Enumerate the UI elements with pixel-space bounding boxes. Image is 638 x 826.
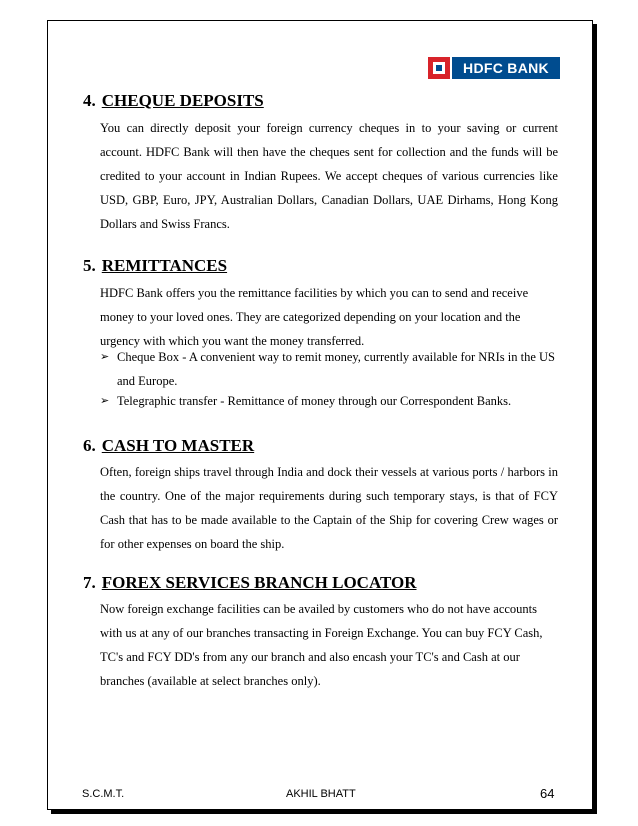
- bullet-item-cheque-box: [100, 345, 558, 393]
- hdfc-logo-icon: [428, 57, 450, 79]
- bullet-item-telegraphic-transfer: [100, 389, 558, 413]
- hdfc-bank-logo: [428, 57, 560, 79]
- arrow-bullet-icon: ➢: [100, 350, 110, 363]
- section-heading: CHEQUE DEPOSITS: [101, 91, 264, 110]
- section-number: 6.: [83, 436, 96, 455]
- section-title-remittances: [83, 256, 227, 276]
- section-number: 5.: [83, 256, 96, 275]
- footer-author: AKHIL BHATT: [286, 788, 356, 800]
- section-number: 7.: [83, 573, 96, 592]
- bullet-text: Cheque Box - A convenient way to remit money, currently available for NRIs in the US and Europe.: [117, 350, 555, 388]
- page-number: 64: [540, 786, 555, 801]
- section-heading: CASH TO MASTER: [101, 436, 255, 455]
- section-title-forex-branch-locator: [83, 573, 417, 593]
- paragraph-cheque-deposits: You can directly deposit your foreign currency cheques in to your saving or current account. HDFC Bank will then have the cheques sent for collection and the funds will be credited to your account in Indian Rupees. We accept cheques of various currencies like USD, GBP, Euro, JPY, Australian Dollars, Canadian Dollars, UAE Dirhams, Hong Kong Dollars and Swiss Francs.: [100, 121, 558, 231]
- arrow-bullet-icon: ➢: [100, 394, 110, 407]
- section-title-cheque-deposits: [83, 91, 264, 111]
- section-heading: FOREX SERVICES BRANCH LOCATOR: [101, 573, 417, 592]
- logo-text: HDFC BANK: [452, 57, 560, 79]
- footer-left: S.C.M.T.: [82, 788, 125, 800]
- paragraph-remittances: HDFC Bank offers you the remittance facilities by which you can to send and receive money to your loved ones. They are categorized depending on your location and the urgency with which you want the money transferred.: [100, 286, 529, 348]
- section-heading: REMITTANCES: [101, 256, 228, 275]
- bullet-text: Telegraphic transfer - Remittance of money through our Correspondent Banks.: [117, 394, 512, 408]
- paragraph-cash-to-master: Often, foreign ships travel through India and dock their vessels at various ports / harbors in the country. One of the major requirements during such temporary stays, is that of FCY Cash that has to be made available to the Captain of the Ship for covering Crew wages or for other expenses on board the ship.: [100, 465, 558, 551]
- paragraph-forex-branch-locator: Now foreign exchange facilities can be availed by customers who do not have accounts with us at any of our branches transacting in Foreign Exchange. You can buy FCY Cash, TC's and FCY DD's from any our branch and also encash your TC's and Cash at our branches (available at select branches only).: [100, 602, 543, 688]
- section-title-cash-to-master: [83, 436, 254, 456]
- section-number: 4.: [83, 91, 96, 110]
